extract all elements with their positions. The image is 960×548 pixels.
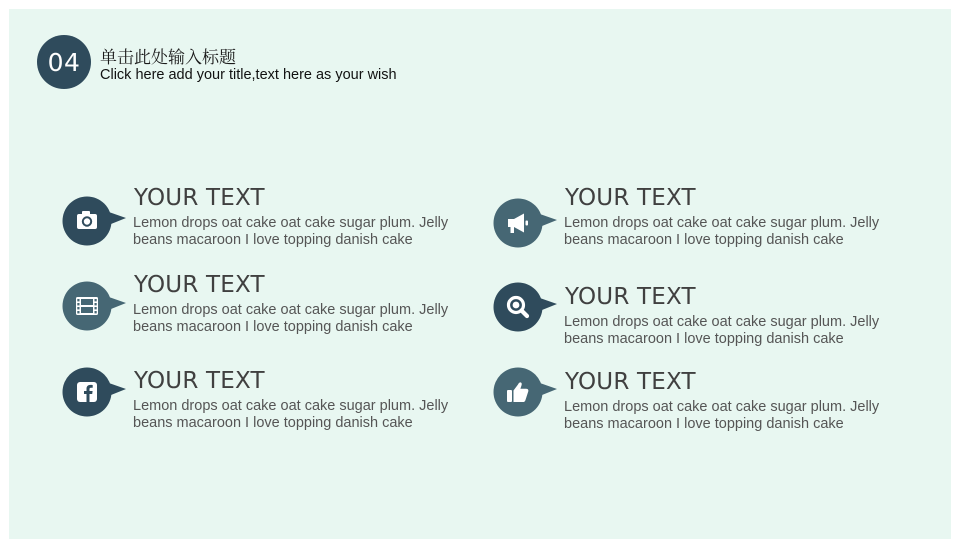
feature-item [62,185,482,255]
camera-icon [62,196,112,246]
section-number: 04 [47,47,81,77]
feature-item [493,185,913,255]
slide [9,9,951,539]
item-heading[interactable]: YOUR TEXT [565,369,696,395]
item-body[interactable]: Lemon drops oat cake oat cake sugar plum. Jelly beans macaroon I love topping danish cake [564,399,880,432]
item-body[interactable]: Lemon drops oat cake oat cake sugar plum. Jelly beans macaroon I love topping danish cake [564,314,880,347]
item-heading[interactable]: YOUR TEXT [565,185,696,211]
megaphone-icon [493,198,543,248]
item-heading[interactable]: YOUR TEXT [134,185,265,211]
slide-subtitle[interactable]: Click here add your title,text here as your wish [100,67,397,83]
feature-item [493,284,913,354]
feature-item [493,369,913,439]
item-heading[interactable]: YOUR TEXT [134,368,265,394]
slide-title[interactable]: 单击此处输入标题 [100,48,236,68]
section-number-badge [37,35,91,89]
feature-item [62,368,482,438]
item-heading[interactable]: YOUR TEXT [134,272,265,298]
search-icon [493,282,543,332]
item-heading[interactable]: YOUR TEXT [565,284,696,310]
item-body[interactable]: Lemon drops oat cake oat cake sugar plum. Jelly beans macaroon I love topping danish cake [133,302,449,335]
item-body[interactable]: Lemon drops oat cake oat cake sugar plum. Jelly beans macaroon I love topping danish cake [133,398,449,431]
item-body[interactable]: Lemon drops oat cake oat cake sugar plum. Jelly beans macaroon I love topping danish cake [564,215,880,248]
thumbs-up-icon [493,367,543,417]
film-icon [62,281,112,331]
item-body[interactable]: Lemon drops oat cake oat cake sugar plum. Jelly beans macaroon I love topping danish cake [133,215,449,248]
facebook-icon [62,367,112,417]
feature-item [62,272,482,342]
